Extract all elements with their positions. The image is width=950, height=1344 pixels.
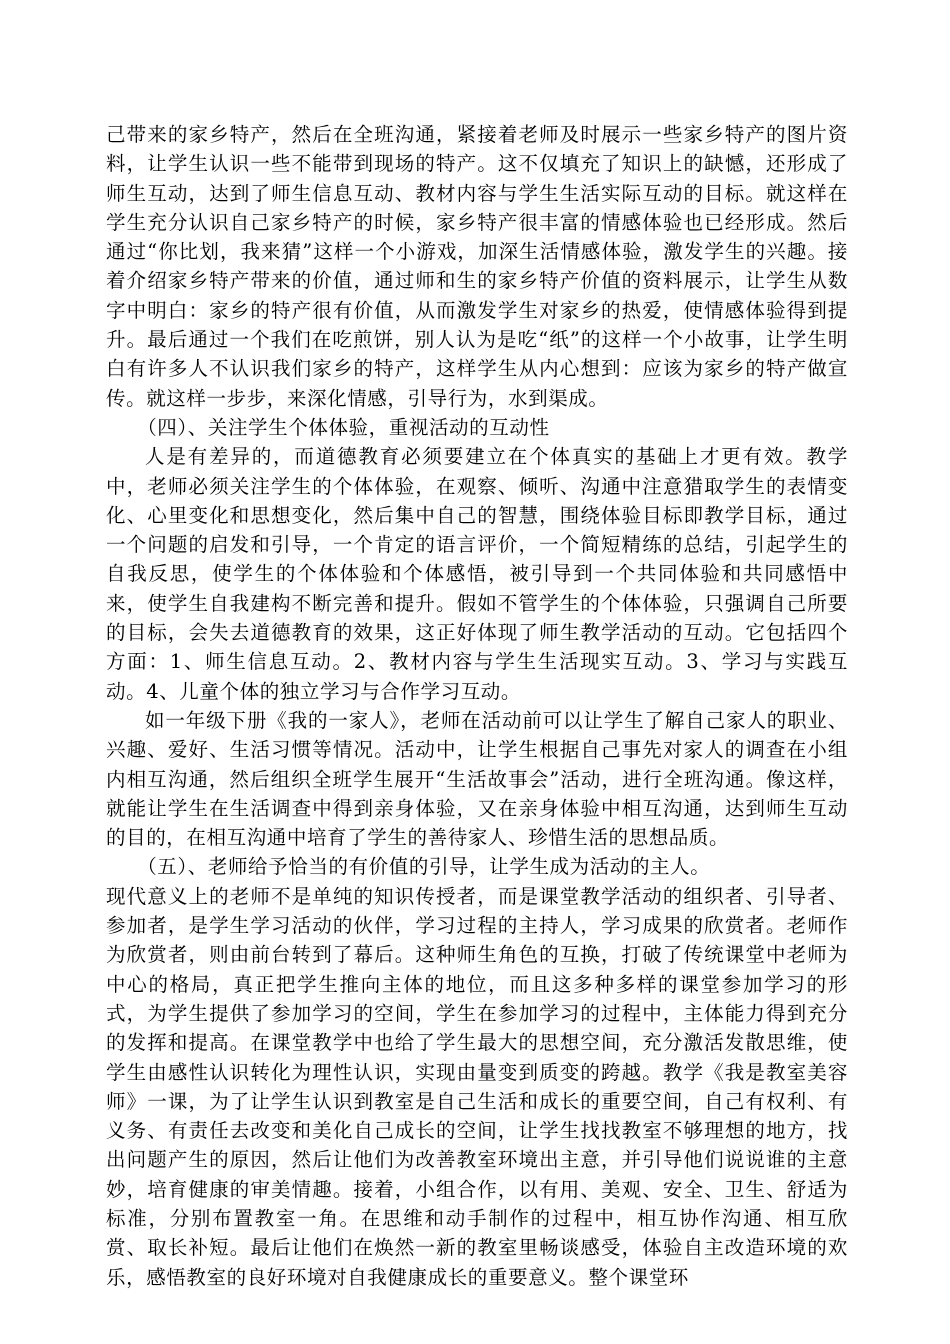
body-paragraph-3: 如一年级下册《我的一家人》，老师在活动前可以让学生了解自己家人的职业、兴趣、爱好、生活习惯等情况。活动中，让学生根据自己事先对家人的调查在小组内相互沟通，然后组织全班学生展开“生活故事会”活动，进行全班沟通。像这样，就能让学生在生活调查中得到亲身体验，又在亲身体验中相互沟通，达到师生互动的目的，在相互沟通中培育了学生的善待家人、珍惜生活的思想品质。 xyxy=(106,708,848,850)
section-heading-4: （四）、关注学生个体体验，重视活动的互动性 xyxy=(137,415,550,439)
body-paragraph-2: 人是有差异的，而道德教育必须要建立在个体真实的基础上才更有效。教学中，老师必须关注学生的个体体验，在观察、倾听、沟通中注意猎取学生的表情变化、心里变化和思想变化，然后集中自己的智慧，围绕体验目标即教学目标，通过一个问题的启发和引导，一个肯定的语言评价，一个简短精练的总结，引起学生的自我反思，使学生的个体体验和个体感悟，被引导到一个共同体验和共同感悟中来，使学生自我建构不断完善和提升。假如不管学生的个体体验，只强调自己所要的目标，会失去道德教育的效果，这正好体现了师生教学活动的互动。它包括四个方面：1、师生信息互动。2、教材内容与学生生活现实互动。3、学习与实践互动。4、儿童个体的独立学习与合作学习互动。 xyxy=(106,445,848,703)
document-page xyxy=(106,120,848,1292)
section-heading-5: （五）、老师给予恰当的有价值的引导，让学生成为活动的主人。 xyxy=(137,855,711,879)
body-paragraph-4: 现代意义上的老师不是单纯的知识传授者，而是课堂教学活动的组织者、引导者、参加者，是学生学习活动的伙伴，学习过程的主持人，学习成果的欣赏者。老师作为欣赏者，则由前台转到了幕后。这种师生角色的互换，打破了传统课堂中老师为中心的格局，真正把学生推向主体的地位，而且这多种多样的课堂参加学习的形式，为学生提供了参加学习的空间，学生在参加学习的过程中，主体能力得到充分的发挥和提高。在课堂教学中也给了学生最大的思想空间，充分激活发散思维，使学生由感性认识转化为理性认识，实现由量变到质变的跨越。教学《我是教室美容师》一课，为了让学生认识到教室是自己生活和成长的重要空间，自己有权利、有义务、有责任去改变和美化自己成长的空间，让学生找找教室不够理想的地方，找出问题产生的原因，然后让他们为改善教室环境出主意，并引导他们说说谁的主意妙，培育健康的审美情趣。接着，小组合作，以有用、美观、安全、卫生、舒适为标准，分别布置教室一角。在思维和动手制作的过程中，相互协作沟通、相互欣赏、取长补短。最后让他们在焕然一新的教室里畅谈感受，体验自主改造环境的欢乐，感悟教室的良好环境对自我健康成长的重要意义。整个课堂环 xyxy=(106,884,848,1289)
body-paragraph-1: 己带来的家乡特产，然后在全班沟通，紧接着老师及时展示一些家乡特产的图片资料，让学生认识一些不能带到现场的特产。这不仅填充了知识上的缺憾，还形成了师生互动，达到了师生信息互动、教材内容与学生生活实际互动的目标。就这样在学生充分认识自己家乡特产的时候，家乡特产很丰富的情感体验也已经形成。然后通过“你比划，我来猜”这样一个小游戏，加深生活情感体验，激发学生的兴趣。接着介绍家乡特产带来的价值，通过师和生的家乡特产价值的资料展示，让学生从数字中明白：家乡的特产很有价值，从而激发学生对家乡的热爱，使情感体验得到提升。最后通过一个我们在吃煎饼，别人认为是吃“纸”的这样一个小故事，让学生明白有许多人不认识我们家乡的特产，这样学生从内心想到：应该为家乡的特产做宣传。就这样一步步，来深化情感，引导行为，水到渠成。 xyxy=(106,123,848,410)
